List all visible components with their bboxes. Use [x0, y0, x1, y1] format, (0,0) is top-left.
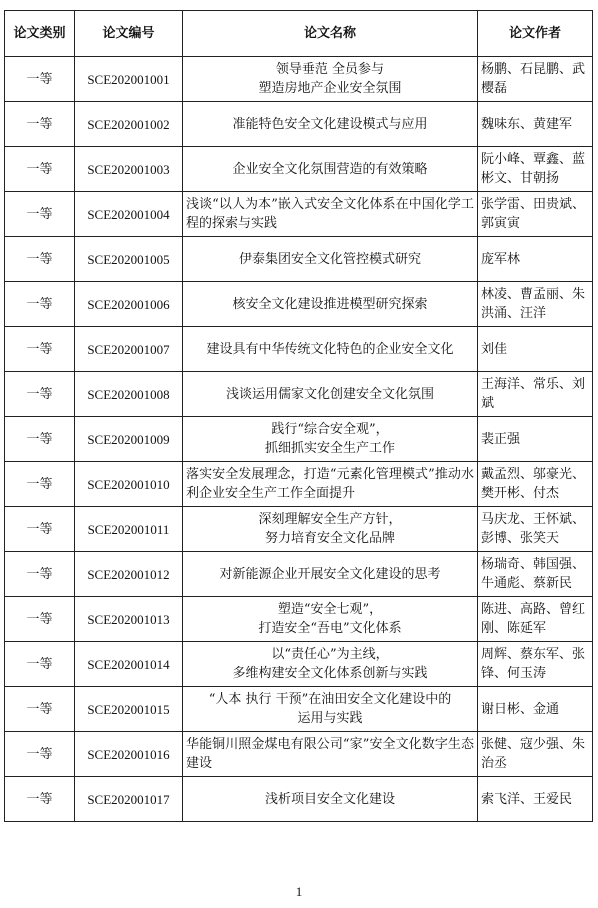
paper-title-line: 核安全文化建设推进模型研究探索	[232, 296, 428, 312]
table-body	[5, 57, 593, 822]
paper-title-line: 浅谈“以人为本”嵌入式安全文化体系在中国化学工程的探索与实践	[186, 197, 474, 231]
paper-number: SCE202001011	[75, 507, 183, 552]
paper-title-line: 以“责任心”为主线，	[271, 647, 389, 662]
paper-number: SCE202001015	[75, 687, 183, 732]
paper-title	[183, 552, 478, 597]
header-author: 论文作者	[478, 11, 593, 57]
paper-number: SCE202001012	[75, 552, 183, 597]
paper-title	[183, 462, 478, 507]
paper-number: SCE202001016	[75, 732, 183, 777]
paper-title	[183, 417, 478, 462]
paper-authors: 张学雷、田贵斌、郭寅寅	[478, 192, 593, 237]
paper-category: 一等	[5, 732, 75, 777]
table-row	[5, 147, 593, 192]
paper-authors: 马庆龙、王怀斌、彭博、张笑天	[478, 507, 593, 552]
paper-category: 一等	[5, 102, 75, 147]
paper-number: SCE202001002	[75, 102, 183, 147]
paper-title-line: 塑造房地产企业安全氛围	[258, 81, 402, 96]
paper-category: 一等	[5, 597, 75, 642]
paper-category: 一等	[5, 507, 75, 552]
table-row	[5, 462, 593, 507]
header-number: 论文编号	[75, 11, 183, 57]
paper-category: 一等	[5, 552, 75, 597]
paper-number: SCE202001014	[75, 642, 183, 687]
paper-category: 一等	[5, 192, 75, 237]
paper-title-line: 伊泰集团安全文化管控模式研究	[238, 251, 421, 267]
paper-authors: 阮小峰、覃鑫、蓝彬文、甘朝扬	[478, 147, 593, 192]
paper-number: SCE202001006	[75, 282, 183, 327]
table-row	[5, 597, 593, 642]
paper-authors: 谢日彬、金通	[478, 687, 593, 732]
paper-title-line: 多维构建安全文化体系创新与实践	[232, 666, 428, 681]
paper-title-line: 塑造“安全七观”，	[277, 602, 383, 617]
paper-title-line: 打造安全“吾电”文化体系	[258, 621, 402, 636]
paper-title	[183, 642, 478, 687]
paper-number: SCE202001005	[75, 237, 183, 282]
paper-title	[183, 372, 478, 417]
paper-title	[183, 777, 478, 822]
paper-authors: 杨瑞奇、韩国强、牛通彪、蔡新民	[478, 552, 593, 597]
paper-number: SCE202001008	[75, 372, 183, 417]
paper-title	[183, 237, 478, 282]
paper-category: 一等	[5, 462, 75, 507]
paper-category: 一等	[5, 642, 75, 687]
paper-title-line: 浅谈运用儒家文化创建安全文化氛围	[225, 386, 434, 402]
paper-title-line: 深刻理解安全生产方针，	[258, 512, 402, 527]
paper-title	[183, 507, 478, 552]
table-row	[5, 192, 593, 237]
paper-title-line: 践行“综合安全观”，	[271, 422, 389, 437]
paper-authors: 杨鹏、石昆鹏、武樱磊	[478, 57, 593, 102]
paper-category: 一等	[5, 372, 75, 417]
table-row	[5, 57, 593, 102]
table-row	[5, 642, 593, 687]
paper-category: 一等	[5, 147, 75, 192]
paper-title-line: 建设具有中华传统文化特色的企业安全文化	[206, 341, 454, 357]
paper-category: 一等	[5, 687, 75, 732]
header-title: 论文名称	[183, 11, 478, 57]
paper-title	[183, 597, 478, 642]
paper-authors: 王海洋、常乐、刘斌	[478, 372, 593, 417]
paper-category: 一等	[5, 57, 75, 102]
paper-title	[183, 327, 478, 372]
paper-title	[183, 732, 478, 777]
paper-title-line: 运用与实践	[297, 711, 363, 726]
paper-title-line: 努力培育安全文化品牌	[264, 531, 395, 546]
paper-authors: 张健、寇少强、朱治丞	[478, 732, 593, 777]
table-row	[5, 237, 593, 282]
paper-authors: 裴正强	[478, 417, 593, 462]
paper-title-line: 准能特色安全文化建设模式与应用	[232, 116, 428, 132]
paper-title	[183, 282, 478, 327]
table-row	[5, 687, 593, 732]
paper-category: 一等	[5, 417, 75, 462]
paper-title-line: 浅析项目安全文化建设	[264, 791, 395, 807]
paper-number: SCE202001004	[75, 192, 183, 237]
paper-authors: 索飞洋、王爱民	[478, 777, 593, 822]
table-row	[5, 507, 593, 552]
table-header	[5, 11, 593, 57]
paper-number: SCE202001010	[75, 462, 183, 507]
paper-title	[183, 57, 478, 102]
table-row	[5, 552, 593, 597]
table-row	[5, 372, 593, 417]
paper-number: SCE202001003	[75, 147, 183, 192]
paper-authors: 陈进、高路、曾红刚、陈延军	[478, 597, 593, 642]
paper-authors: 魏味东、黄建军	[478, 102, 593, 147]
table-row	[5, 777, 593, 822]
paper-authors: 林凌、曹孟丽、朱洪涌、汪洋	[478, 282, 593, 327]
table-row	[5, 327, 593, 372]
paper-title-line: 华能铜川照金煤电有限公司“家”安全文化数字生态建设	[186, 737, 474, 771]
paper-title-line: 领导垂范 全员参与	[275, 62, 385, 77]
table-row	[5, 732, 593, 777]
table-row	[5, 417, 593, 462]
paper-category: 一等	[5, 282, 75, 327]
paper-category: 一等	[5, 327, 75, 372]
paper-number: SCE202001007	[75, 327, 183, 372]
header-row	[5, 11, 593, 57]
paper-title-line: “人本 执行 干预”在油田安全文化建设中的	[208, 692, 452, 707]
paper-authors: 庞军林	[478, 237, 593, 282]
paper-authors: 戴孟烈、邬豪光、樊开彬、付杰	[478, 462, 593, 507]
paper-category: 一等	[5, 777, 75, 822]
table-row	[5, 282, 593, 327]
awards-table	[4, 10, 593, 822]
table-row	[5, 102, 593, 147]
paper-title	[183, 192, 478, 237]
paper-number: SCE202001017	[75, 777, 183, 822]
header-category: 论文类别	[5, 11, 75, 57]
paper-title-line: 落实安全发展理念，打造“元素化管理模式”推动水利企业安全生产工作全面提升	[186, 467, 474, 501]
paper-title-line: 企业安全文化氛围营造的有效策略	[232, 161, 428, 177]
paper-title	[183, 147, 478, 192]
paper-authors: 刘佳	[478, 327, 593, 372]
paper-category: 一等	[5, 237, 75, 282]
paper-title-line: 抓细抓实安全生产工作	[264, 441, 395, 456]
paper-title	[183, 687, 478, 732]
paper-number: SCE202001013	[75, 597, 183, 642]
paper-number: SCE202001001	[75, 57, 183, 102]
paper-title	[183, 102, 478, 147]
page-number: 1	[295, 884, 303, 899]
paper-authors: 周辉、蔡东军、张锋、何玉涛	[478, 642, 593, 687]
paper-title-line: 对新能源企业开展安全文化建设的思考	[219, 566, 441, 582]
paper-number: SCE202001009	[75, 417, 183, 462]
